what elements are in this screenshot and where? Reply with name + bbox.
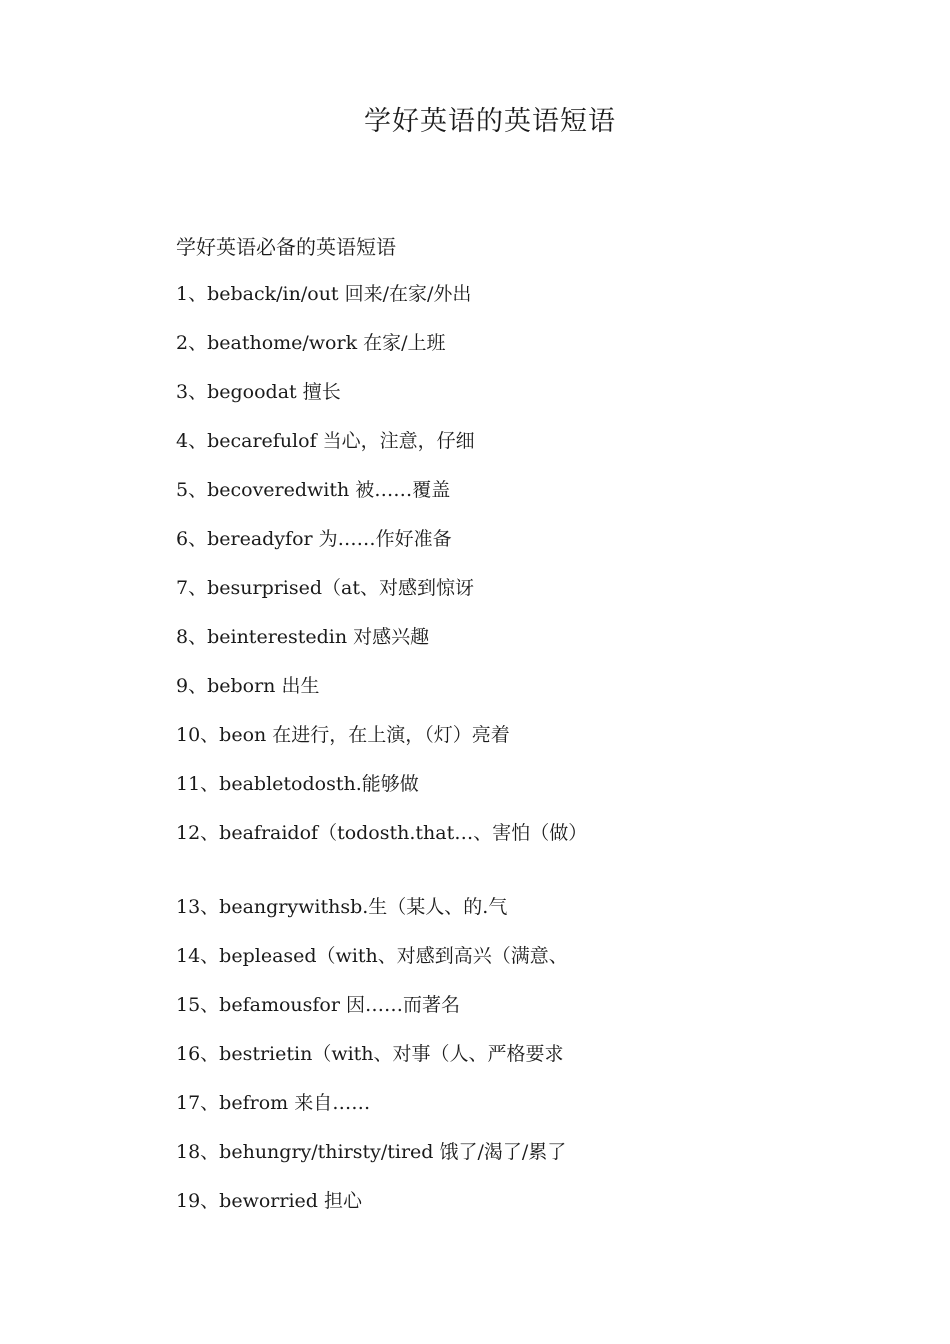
page-title: 学好英语的英语短语 xyxy=(364,106,616,137)
list-item: 5、becoveredwith 被……覆盖 xyxy=(176,479,451,501)
list-item: 6、bereadyfor 为……作好准备 xyxy=(176,528,452,550)
list-item: 1、beback/in/out 回来/在家/外出 xyxy=(176,283,472,305)
list-item: 4、becarefulof 当心，注意，仔细 xyxy=(176,430,475,452)
list-item: 16、bestrietin（with、对事（人、严格要求 xyxy=(176,1043,564,1065)
list-item: 9、beborn 出生 xyxy=(176,675,320,697)
list-item: 19、beworried 担心 xyxy=(176,1190,362,1212)
list-item: 14、bepleased（with、对感到高兴（满意、 xyxy=(176,945,568,967)
list-item: 17、befrom 来自…… xyxy=(176,1092,371,1114)
document-body xyxy=(176,233,626,1238)
list-item: 8、beinterestedin 对感兴趣 xyxy=(176,626,430,648)
list-item: 13、beangrywithsb.生（某人、的.气 xyxy=(176,896,508,918)
list-item: 11、beabletodosth.能够做 xyxy=(176,773,419,795)
list-item: 3、begoodat 擅长 xyxy=(176,381,341,403)
list-item: 12、beafraidof（todosth.that…、害怕（做） xyxy=(176,822,588,844)
list-item: 15、befamousfor 因……而著名 xyxy=(176,994,460,1016)
list-item: 10、beon 在进行，在上演，（灯）亮着 xyxy=(176,724,510,746)
section-heading: 学好英语必备的英语短语 xyxy=(176,235,396,259)
list-item: 7、besurprised（at、对感到惊讶 xyxy=(176,577,475,599)
list-item: 2、beathome/work 在家/上班 xyxy=(176,332,446,354)
list-item: 18、behungry/thirsty/tired 饿了/渴了/累了 xyxy=(176,1141,567,1163)
